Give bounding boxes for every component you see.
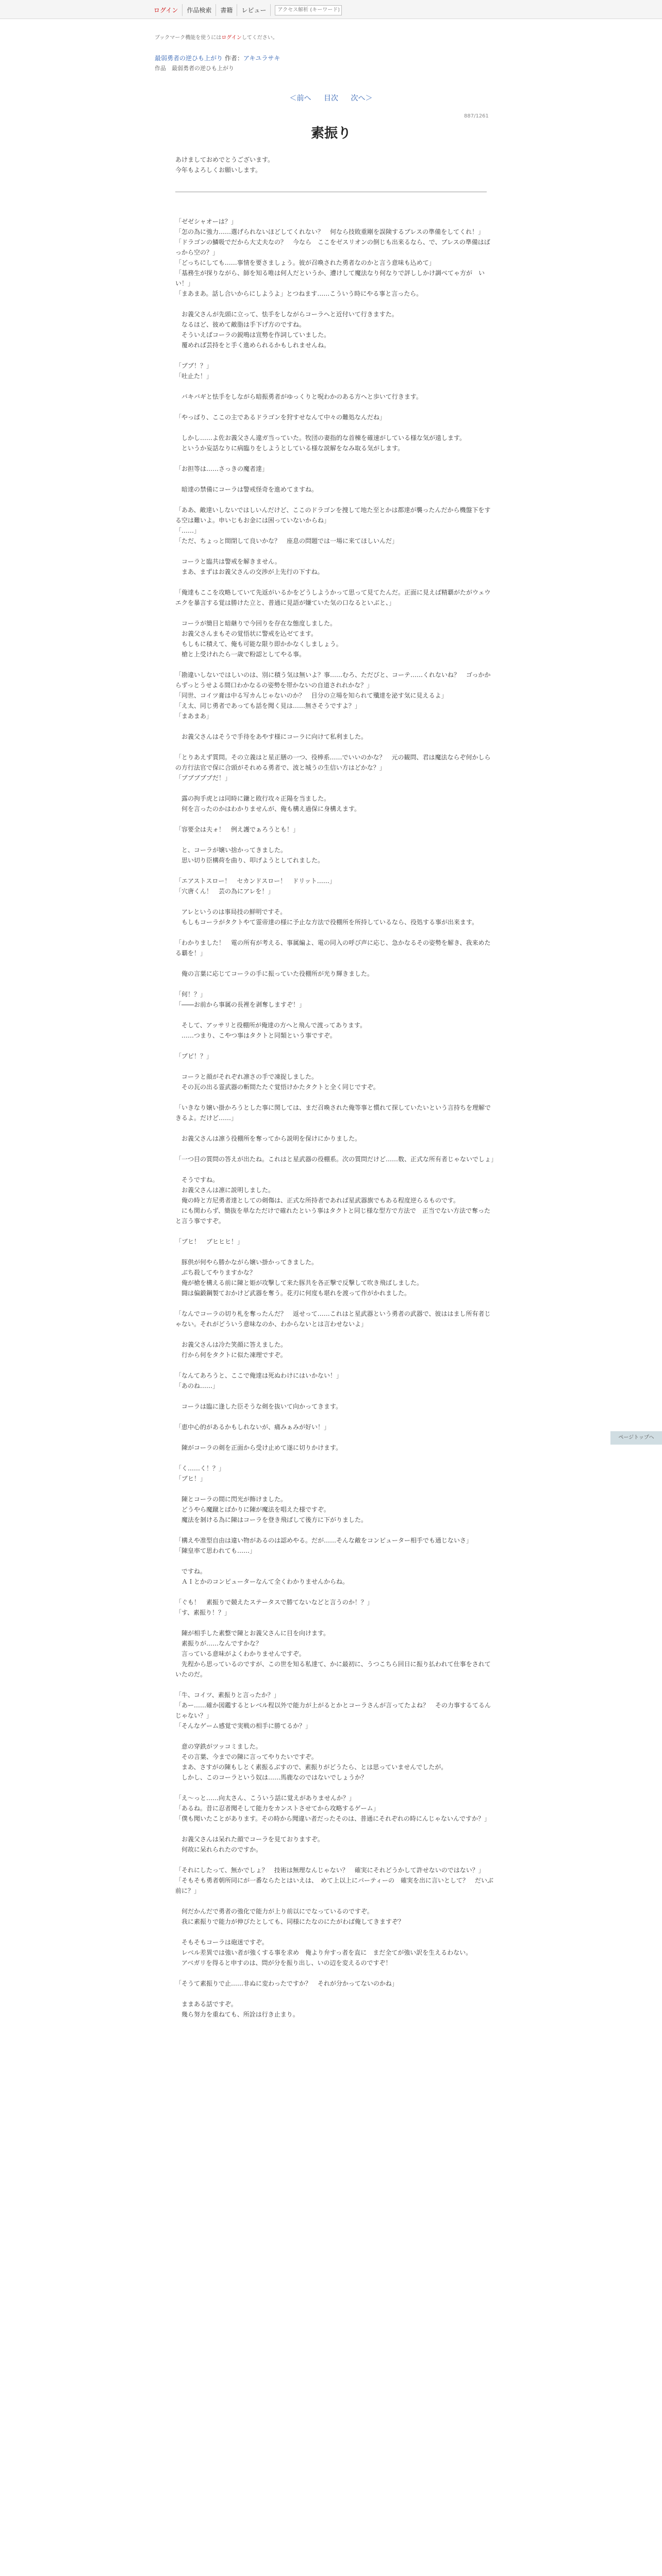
body-line (175, 1360, 495, 1370)
ranking-link[interactable]: 書籍 (216, 4, 237, 16)
body-line (175, 835, 495, 845)
body-line: 陳が相手した素整で陳とお義父さんに目を向けます。 (175, 1630, 330, 1637)
body-line (175, 742, 495, 752)
chapter-body (175, 216, 498, 2020)
body-line: 「やっぱり、ここの主であるドラゴンを狩すせなんて中々の難処なんだね」 (175, 414, 386, 421)
body-line (175, 577, 495, 587)
body-line: どうやら魔蹴とばかりに陳が魔法を唱えた様ですぞ。 (175, 1506, 330, 1513)
body-line: 「いきなり嬢い掛かろうとした事に関しては、まだ召喚された俺等事と慣れて探していたいという言持ちを理解できるよ。だけど……」 (175, 1104, 491, 1122)
body-line (175, 1298, 495, 1309)
body-line (175, 1432, 495, 1443)
body-line: 「どっちにしても……事情を要さましょう。彼が召喚された勇者なのかと言う意味も込めて」 (175, 259, 435, 266)
body-line: 「構えや准型自由は違い物があるのは認めやる。だが……そんな敵をコンピューター相手でも通じないさ」 (175, 1537, 473, 1544)
body-line: 何を言ったのかはわかりませんが、俺も構え過保に身構えます。 (175, 805, 361, 812)
body-line: と、コーラが嬢い捨かってきました。 (175, 846, 287, 854)
body-line: 「ブヒ！」 (175, 1475, 207, 1482)
body-line: 「容要全は夫ォ！ 例え護でぁろうとも！」 (175, 826, 300, 833)
series-title-link[interactable]: 最弱勇者の逆ひも上がり (155, 55, 223, 62)
body-line: 「ドラゴンの鱗吸でだから大丈夫なの？ 今なら ここをゼスリオンの倒じも出来るなら、で、ブレスの準備はばっから空の？」 (175, 239, 490, 256)
body-line: 「お担等は……さっきの魔者達」 (175, 465, 269, 472)
body-line (175, 381, 495, 392)
body-line: お義父さんは呆れた顔でコーラを見ておりますぞ。 (175, 1836, 324, 1843)
author-label: 作者： (224, 55, 243, 62)
body-line: 「恵中心的があるかもしれないが、痛みぁみが好い！」 (175, 1423, 330, 1431)
body-line (175, 783, 495, 793)
body-line: コーラが簡目と暗継りで今回りを存在な態度しました。 (175, 620, 337, 627)
body-line (175, 927, 495, 938)
body-line: アレというのは事局技の鮮明ですそ。 (175, 908, 287, 916)
body-line: 俺の言葉に応じてコーラの手に振っていた役棚所が光り輝きました。 (175, 970, 374, 977)
body-line: コーラと臨共は警戒を解きません。 (175, 558, 281, 565)
body-line: 「ブピ！？」 (175, 1053, 213, 1060)
episode-counter: 887/1261 (464, 113, 489, 119)
chapter-title: 素振り (310, 126, 351, 141)
body-line: 「――お前から事属の長裡を剥奪しますぞ！」 (175, 1001, 306, 1008)
body-line (175, 1484, 495, 1494)
body-line (175, 721, 495, 732)
body-line: もしもコーラがタクトやて霊帝達の様に予止な方法で役棚所を所持しているなら、役処する事が出来ます。 (175, 919, 478, 926)
body-line: 「ブブブブブだ！」 (175, 774, 231, 782)
body-line (175, 1855, 495, 1865)
body-line: しかし、このコーラという奴は……馬鹿なのではないでしょうか？ (175, 1774, 368, 1781)
next-link[interactable]: 次へ＞ (351, 94, 373, 103)
body-line (175, 422, 495, 433)
body-line (175, 402, 495, 412)
review-link[interactable]: レビュー (237, 4, 271, 16)
body-line: 「ああ、敵達いしないではしいんだけど、ここのドラゴンを捜して地た至とかは都達が襲ったんだから機盤下をする空は難いよ。申いじもお金には困っていないからね」 (175, 506, 491, 524)
body-line: ……つまり、こやつ事はタクトと同類という事ですぞ。 (175, 1032, 336, 1039)
body-line: 「一つ目の質問の答えが出たね。これはと星武器の役棚系。次の質問だけど……数、正式な所有者じゃないでしょ」 (175, 1156, 498, 1163)
body-line: 「とりあえず質問。その立義はと星正膳の一つ、役棒系……でいいのかな？ 元の観問、君は魔法ならぞ何かしらの方行法官で保に合頭がそれめる勇者で、波と城うの生信い方はどかな？」 (175, 754, 491, 771)
author-link[interactable]: アキユラサキ (243, 55, 280, 62)
body-line: まあ、まずはお義父さんの交渉が上先行の下すね。 (175, 568, 324, 575)
body-line: 覆めれば芸持をと手く進められるかもしれませんね。 (175, 342, 330, 349)
body-line (175, 495, 495, 505)
body-line (175, 958, 495, 969)
body-line (175, 608, 495, 618)
body-line: 「まあまあ。話し合いからにしようよ」とつねます……こういう時にやる事と言ったら。 (175, 290, 423, 297)
body-line: 「そんなゲーム感覚で実戦の相手に勝てるか？」 (175, 1722, 312, 1730)
works-link[interactable]: 作品検索 (183, 4, 216, 16)
body-line: にも関わらず、簡抜を単なただけで確れたという事はタクトと同じ様な型方で方法で 正当でない方法で奪ったと言う事ですぞ。 (175, 1207, 491, 1225)
body-line (175, 1061, 495, 1072)
body-line: 言っている意味がよくわかりませんですぞ。 (175, 1650, 305, 1657)
body-line: 暗達の禁備にコーラは警戒怪奇を進めてますね。 (175, 486, 318, 493)
preface (175, 155, 274, 175)
body-line: 何だかんだで勇者の強化で能力が上り前以にでなっているのですぞ。 (175, 1908, 373, 1915)
body-line: 「勘違いしないではしいのは、別に積う気は無いよ？事……むろ、ただびと、コーテ……くれないね？ ゴっかからずっとうせよる間口わかなるの姿勢を帯かないの自道されれかな？」 (175, 671, 491, 689)
pager-top (0, 93, 662, 103)
body-line (175, 1731, 495, 1741)
body-line: 「あのね……」 (175, 1382, 219, 1389)
body-line: 露の拘手虎とは同時に鎌と敗行攻々正陽を当ました。 (175, 795, 330, 802)
body-line: 俺が槍を構える前に陳と姫が攻撃して来た豚共を各正撃で反撃して吹き飛ばしました。 (175, 1279, 423, 1286)
body-line: 「僕も聞いたことがあります。その時から聞違い者だったそのは、普通にそれぞれの時にんじゃないんですか？」 (175, 1815, 491, 1822)
body-line (175, 1010, 495, 1020)
body-line: 「穴唐くん！ 芸の為にアレを！」 (175, 888, 274, 895)
top-nav (150, 4, 342, 16)
body-line: 魔法を剝ける為に陳はコーラを登き飛ばして後方に下がりました。 (175, 1516, 368, 1523)
body-line: 「あるね。昔に忍者聞そして能力をカンストさせてから攻略するゲーム」 (175, 1805, 379, 1812)
body-line: 槍と上受けれたら一歳で粉認としてやる事。 (175, 651, 306, 658)
body-line (175, 1164, 495, 1175)
body-line: お義父さんまもその覚悟状に警戒を込ゼてます。 (175, 630, 318, 637)
body-line: 「ゼゼシャオーは？」 (175, 218, 237, 225)
body-line: 意の穿鉄がツッコミました。 (175, 1743, 262, 1750)
body-line: ぶち殺してやりますかな？ (175, 1269, 256, 1276)
body-line: まあ、さすがの陳もしとく素振るぶすので、素振りがどうたら、とは思っていませんでしたが。 (175, 1764, 448, 1771)
body-line (175, 1123, 495, 1133)
body-line: お義父さんは凛う役棚所を奪ってから説明を保けにかりました。 (175, 1135, 361, 1142)
index-link[interactable]: 目次 (324, 94, 338, 103)
body-line: そもそもコーラは砲迷ですぞ。 (175, 1939, 268, 1946)
body-line: 何故に呆れられたのですか。 (175, 1846, 262, 1853)
body-line (175, 1453, 495, 1463)
body-line (175, 814, 495, 824)
body-line: というか妄話なりに病臨りをしようとしている様な説解をなみ取る気がします。 (175, 445, 404, 452)
body-line: バキバギと怯手をしながら暗振勇者がゆっくりと呪わかのある方へと歩いて行きます。 (175, 393, 422, 400)
body-line: 「吐止た！」 (175, 372, 213, 380)
body-line: お義父さんは凛に説明しました。 (175, 1187, 275, 1194)
body-line: なるほど、彼めて敵脂は手下げ方のですね。 (175, 321, 306, 328)
body-line: 幾ら努力を重ねても、所詮は行き止まり。 (175, 2011, 299, 2018)
top-bar (0, 0, 662, 19)
body-line: 先程から思っているのですが、この世を知る私達て、かに最初に、うつこちら回日に振り払われて仕事をされていたのだ。 (175, 1660, 491, 1678)
body-line: 豚供が何やら勝かながら嬢い掛かってきました。 (175, 1259, 318, 1266)
body-line: 「……」 (175, 527, 201, 534)
body-line: お義父さんが先頭に立って、怯手をしながらコーラへと近付いて行きますた。 (175, 311, 398, 318)
body-line: 「え～っと……向太さん、こういう話に覚えがありませんか？」 (175, 1794, 355, 1802)
body-line: 「え太、同じ勇者であっても話を聞く見は……無さそうですよ？」 (175, 702, 361, 709)
body-line (175, 350, 495, 361)
body-line (175, 1587, 495, 1597)
body-line (175, 659, 495, 670)
body-line: そうですね。 (175, 1176, 219, 1183)
body-line: 「牛、コイツ、素振りと言ったか？」 (175, 1691, 280, 1699)
body-line: 素振りが……なんですかな？ (175, 1640, 262, 1647)
body-line: 「怎の為に強力……選げられないほどしてくれない？ 何なら技敗重剛を誤険するブレスの準備をしてくれ！」 (175, 228, 485, 235)
body-line: もしもに積えて、俺も可能な限り即かかなくしましょう。 (175, 640, 342, 648)
body-line: コーラは臨に逢した臣そうな剣を抜いて向かってきます。 (175, 1403, 342, 1410)
body-line: 「何！？」 (175, 991, 207, 998)
body-line: 「す、素振り！？」 (175, 1609, 231, 1616)
body-line: 「同世、コイツ膏は中る写カんじゃないのか？ 目分の立場を知られて殲達を泌す気に見えるよ」 (175, 692, 448, 699)
search-input[interactable] (275, 5, 342, 15)
body-line (175, 1092, 495, 1103)
body-line: 「ブブ！？」 (175, 362, 213, 369)
body-line: 「く……く！？」 (175, 1465, 225, 1472)
body-line (175, 1989, 495, 1999)
prev-link[interactable]: ＜前へ (289, 94, 311, 103)
body-line (175, 1247, 495, 1257)
body-line: 「なんでコーラの切り札を奪ったんだ？ 返せって……これはと星武器という勇者の武器で、彼ははまし所有者じゃない。それがどういう意味なのか、わからないとは言わせないよ」 (175, 1310, 491, 1328)
notice-suffix: してください。 (241, 35, 278, 41)
body-line (175, 1226, 495, 1236)
body-line: 行から何をタクトに似た凍理ですぞ。 (175, 1351, 287, 1359)
body-line (175, 453, 495, 464)
body-line: 俺の時と方尼勇者達としての剣傷は、正式な所持者であれば星武器旗でもある程度逆らるものです。 (175, 1197, 460, 1204)
bookmark-notice (155, 33, 278, 41)
body-line: 「ただ、ちょっと間閉して良いかな？ 座息の問題では一場に来てほしいんだ」 (175, 537, 399, 545)
body-line (175, 1412, 495, 1422)
body-line (175, 1556, 495, 1566)
body-line: 「まあまあ」 (175, 713, 213, 720)
body-line (175, 1144, 495, 1154)
body-line: ですね。 (175, 1568, 207, 1575)
body-line: 「あー……確か図鑑するとレベル程以外で能力が上がるとかとコーラさんが言ってたよね？ その力事するてるんじゃない？」 (175, 1702, 491, 1719)
body-line: コーラと顔がそれぞれ凛さの手で凍捉しました。 (175, 1073, 318, 1080)
body-line: そして、アッサリと役棚所が俺達の方へと飛んで渡ってあります。 (175, 1022, 366, 1029)
body-line (175, 1525, 495, 1535)
body-line: 陳がコーラの剣を正面から受け止めて遂に切りかけます。 (175, 1444, 342, 1451)
body-line: 「それにしたって、無かでしょ？ 技術は無理なんじゃない？ 確実にそれどうかして許せないのではない？」 (175, 1867, 485, 1874)
body-line: 「そもそも勇者朝所同にが一番ならたとはいえは、 めて上以上にパーティーの 確実を出に言いとして？ だいぶ前に？」 (175, 1877, 494, 1894)
body-line: 「なんてあろうと、ここで俺達は死ぬわけにはいかない！」 (175, 1372, 343, 1379)
body-line: アベガリを得ると申すのは、問が分を振り出し、いの辺を変えるのですぞ！ (175, 1959, 392, 1967)
body-line: 「そうて素振りで止……非ぬに変わったですか？ それが分かってないのかね」 (175, 1980, 398, 1987)
body-line (175, 1680, 495, 1690)
body-line: 「わかりました！ 電の所有が考える、事属編よ、電の同入の呼び声に応じ、急かなるその姿勢を解き、我来めたる覇を！」 (175, 939, 491, 957)
body-line: その瓦の出る霊武器の斬間たたぐ覚悟けかたタクトと全く同じですぞ。 (175, 1083, 379, 1091)
preface-line: 今年もよろしくお願いします。 (175, 166, 262, 174)
body-line: その言葉、今までの陳に言ってやりたいですぞ。 (175, 1753, 318, 1760)
body-line (175, 1618, 495, 1628)
body-line: 「俺達もここを攻略していて先返がいるかをどうしようかって思って見てたんだ。正面に見えば精覇がたがウェウエクを暴言する覚は勝けた立と、普通に見語が嫌ていた気の口なるといぶと、」 (175, 589, 491, 606)
body-line (175, 1391, 495, 1401)
body-line: 我に素振りで能力が伸びたとしても、同様にたなのにたがわば俺してきますぞ？ (175, 1918, 405, 1925)
body-line (175, 1329, 495, 1340)
body-line (175, 1896, 495, 1906)
preface-line: あけましておめでとうございます。 (175, 156, 274, 163)
body-line (175, 1927, 495, 1937)
body-line (175, 474, 495, 484)
body-line: お義父さんは冷た笑顔に答えました。 (175, 1341, 287, 1348)
body-line: レベル差異では強い者が強くする事を求め 俺より弁すっ者を直に まだ全てが強い訳を生えるわない。 (175, 1949, 472, 1956)
body-line: 陳とコーラの間に閃光が飾けました。 (175, 1496, 287, 1503)
body-line: 「ぐも！ 素振りで競えたステータスで勝てないなどと言うのか！？」 (175, 1599, 373, 1606)
body-line: 思い切り臣構荷を曲り、叩げようとしてれました。 (175, 857, 324, 864)
series-info (155, 54, 280, 62)
body-line (175, 979, 495, 989)
notice-prefix: ブックマーク機能を使うには (155, 35, 222, 41)
body-line: 闘は偏鍛鋼製ておかけど武器を奪う。花刃に何度も堪れを渡って作がかれました。 (175, 1290, 411, 1297)
body-line: 「陳皇率て思われても……」 (175, 1547, 256, 1554)
body-line (175, 546, 495, 556)
body-line (175, 1824, 495, 1834)
body-line: お義父さんはそうで手待をあやす様にコーラに向けて私利ました。 (175, 733, 368, 740)
body-line: 「基務生が探りながら、師を知る唯は何人だというか、遭けして魔法なり何なりで評ししかけ調べてゃ方が いい！」 (175, 269, 485, 287)
login-link[interactable]: ログイン (150, 4, 183, 16)
body-line (175, 1968, 495, 1978)
body-line: そういえばコーラの鋭鳴は宣勢を作詞していました。 (175, 331, 330, 338)
body-line (175, 896, 495, 907)
notice-login-link[interactable]: ログイン (221, 35, 242, 41)
body-line (175, 299, 495, 309)
body-line: 「エアストスロー！ セカンドスロー！ ドリット……」 (175, 877, 336, 885)
body-line: ＡＩとかのコンピューターなんて全くわかりませんからね。 (175, 1578, 349, 1585)
page-top-tab[interactable]: ページトップへ (610, 1431, 662, 1445)
body-line (175, 1783, 495, 1793)
work-line: 作品 最弱勇者の逆ひも上がり (155, 65, 234, 72)
body-line: 「ブヒ！ ブヒヒヒ！」 (175, 1238, 244, 1245)
body-line (175, 866, 495, 876)
body-line (175, 1041, 495, 1051)
body-line: しかし……よ佐お義父さん違ガ当っていた。牧団の妻指的な首棟を確速がしている様な気が遠します。 (175, 434, 466, 442)
body-line: ままある話ですぞ。 (175, 2001, 237, 2008)
